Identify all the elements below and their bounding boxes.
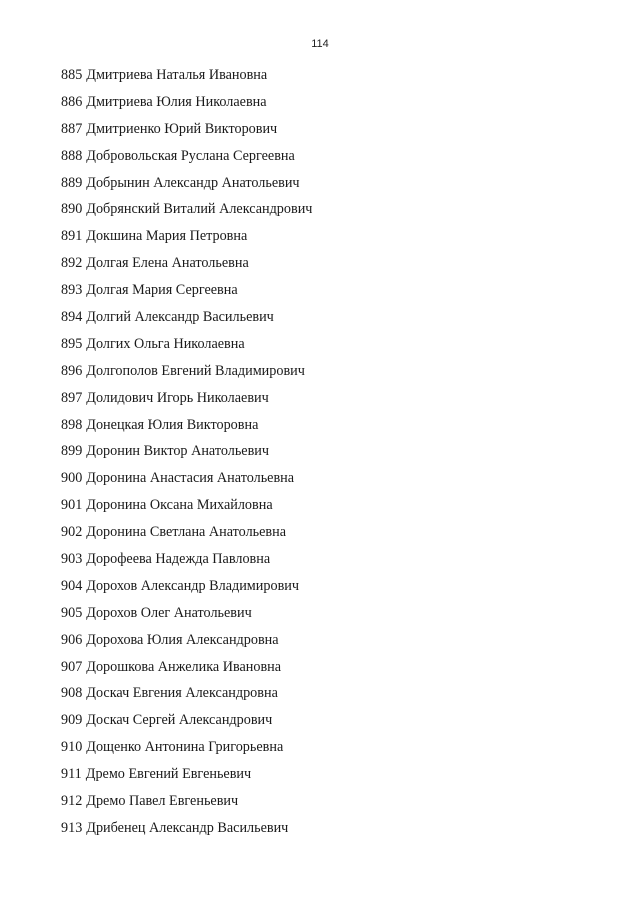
entry-name: Дорошкова Анжелика Ивановна <box>86 658 282 675</box>
entry-name: Дмитриенко Юрий Викторович <box>86 120 278 137</box>
entry-number: 892 <box>61 255 83 272</box>
entry-number: 890 <box>61 201 83 218</box>
entry-number: 894 <box>61 309 83 326</box>
entry-number: 888 <box>61 147 83 164</box>
list-item <box>61 362 312 389</box>
entry-number: 905 <box>61 604 83 621</box>
entry-name: Доронина Оксана Михайловна <box>86 497 273 514</box>
list-item <box>61 792 312 819</box>
entry-name: Дмитриева Наталья Ивановна <box>86 67 268 83</box>
list-item <box>61 604 312 631</box>
entry-name: Дощенко Антонина Григорьевна <box>86 739 284 756</box>
entry-number: 902 <box>61 524 83 541</box>
entry-number: 897 <box>61 389 83 406</box>
entry-number: 904 <box>61 577 83 594</box>
entry-number: 900 <box>61 470 83 487</box>
entry-name: Дорохов Александр Владимирович <box>86 577 299 594</box>
list-item <box>61 147 312 174</box>
entry-name: Дмитриева Юлия Николаевна <box>86 93 267 110</box>
list-item <box>61 819 312 846</box>
page-number: 114 <box>311 38 329 50</box>
entry-number: 893 <box>61 282 83 299</box>
entry-name: Доскач Сергей Александрович <box>86 712 273 729</box>
entry-number: 906 <box>61 631 83 648</box>
list-item <box>61 416 312 443</box>
entry-number: 913 <box>61 819 83 836</box>
entry-name: Донецкая Юлия Викторовна <box>86 416 259 433</box>
entry-name: Добрынин Александр Анатольевич <box>86 174 300 191</box>
entry-name: Дорохова Юлия Александровна <box>86 631 279 648</box>
entry-number: 889 <box>61 174 83 191</box>
entry-number: 903 <box>61 551 83 568</box>
list-item <box>61 523 312 550</box>
entry-name: Долгая Мария Сергеевна <box>86 282 238 299</box>
entry-name: Доскач Евгения Александровна <box>86 685 278 702</box>
list-item <box>61 658 312 685</box>
entry-name: Долгий Александр Васильевич <box>86 309 274 326</box>
list-item <box>61 335 312 362</box>
entry-number: 908 <box>61 685 83 702</box>
entry-number: 887 <box>61 120 83 137</box>
list-item <box>61 550 312 577</box>
entry-name: Дорохов Олег Анатольевич <box>86 604 252 621</box>
entry-number: 912 <box>61 793 83 810</box>
list-item <box>61 711 312 738</box>
list-item <box>61 174 312 201</box>
list-item <box>61 200 312 227</box>
list-item <box>61 469 312 496</box>
entry-name: Дрибенец Александр Васильевич <box>86 819 289 836</box>
entry-name: Долгая Елена Анатольевна <box>86 255 249 272</box>
list-item <box>61 496 312 523</box>
entry-number: 911 <box>61 766 82 783</box>
entry-number: 909 <box>61 712 83 729</box>
entry-name: Добрянский Виталий Александрович <box>86 201 313 218</box>
entry-name: Дремо Павел Евгеньевич <box>86 793 239 810</box>
list-item <box>61 577 312 604</box>
list-item <box>61 120 312 147</box>
list-item <box>61 308 312 335</box>
entry-name: Доронин Виктор Анатольевич <box>86 443 270 460</box>
entry-name: Дремо Евгений Евгеньевич <box>85 766 252 783</box>
list-item <box>61 684 312 711</box>
list-item <box>61 227 312 254</box>
entry-number: 895 <box>61 335 83 352</box>
entry-number: 901 <box>61 497 83 514</box>
entry-name: Долидович Игорь Николаевич <box>86 389 269 406</box>
entry-name: Доронина Светлана Анатольевна <box>86 524 287 541</box>
list-item <box>61 765 312 792</box>
entry-number: 898 <box>61 416 83 433</box>
list-item <box>61 66 312 93</box>
entry-name: Доронина Анастасия Анатольевна <box>86 470 295 487</box>
name-list <box>61 66 312 846</box>
list-item <box>61 254 312 281</box>
entry-number: 907 <box>61 658 83 675</box>
entry-name: Докшина Мария Петровна <box>86 228 248 245</box>
list-item <box>61 442 312 469</box>
entry-number: 910 <box>61 739 83 756</box>
entry-name: Добровольская Руслана Сергеевна <box>86 147 295 164</box>
entry-name: Дорофеева Надежда Павловна <box>86 551 271 568</box>
entry-number: 899 <box>61 443 83 460</box>
entry-number: 886 <box>61 93 83 110</box>
entry-number: 885 <box>61 67 83 83</box>
list-item <box>61 281 312 308</box>
list-item <box>61 631 312 658</box>
entry-name: Долгих Ольга Николаевна <box>86 335 245 352</box>
entry-number: 891 <box>61 228 83 245</box>
list-item <box>61 93 312 120</box>
list-item <box>61 738 312 765</box>
list-item <box>61 389 312 416</box>
entry-number: 896 <box>61 362 83 379</box>
entry-name: Долгополов Евгений Владимирович <box>86 362 305 379</box>
